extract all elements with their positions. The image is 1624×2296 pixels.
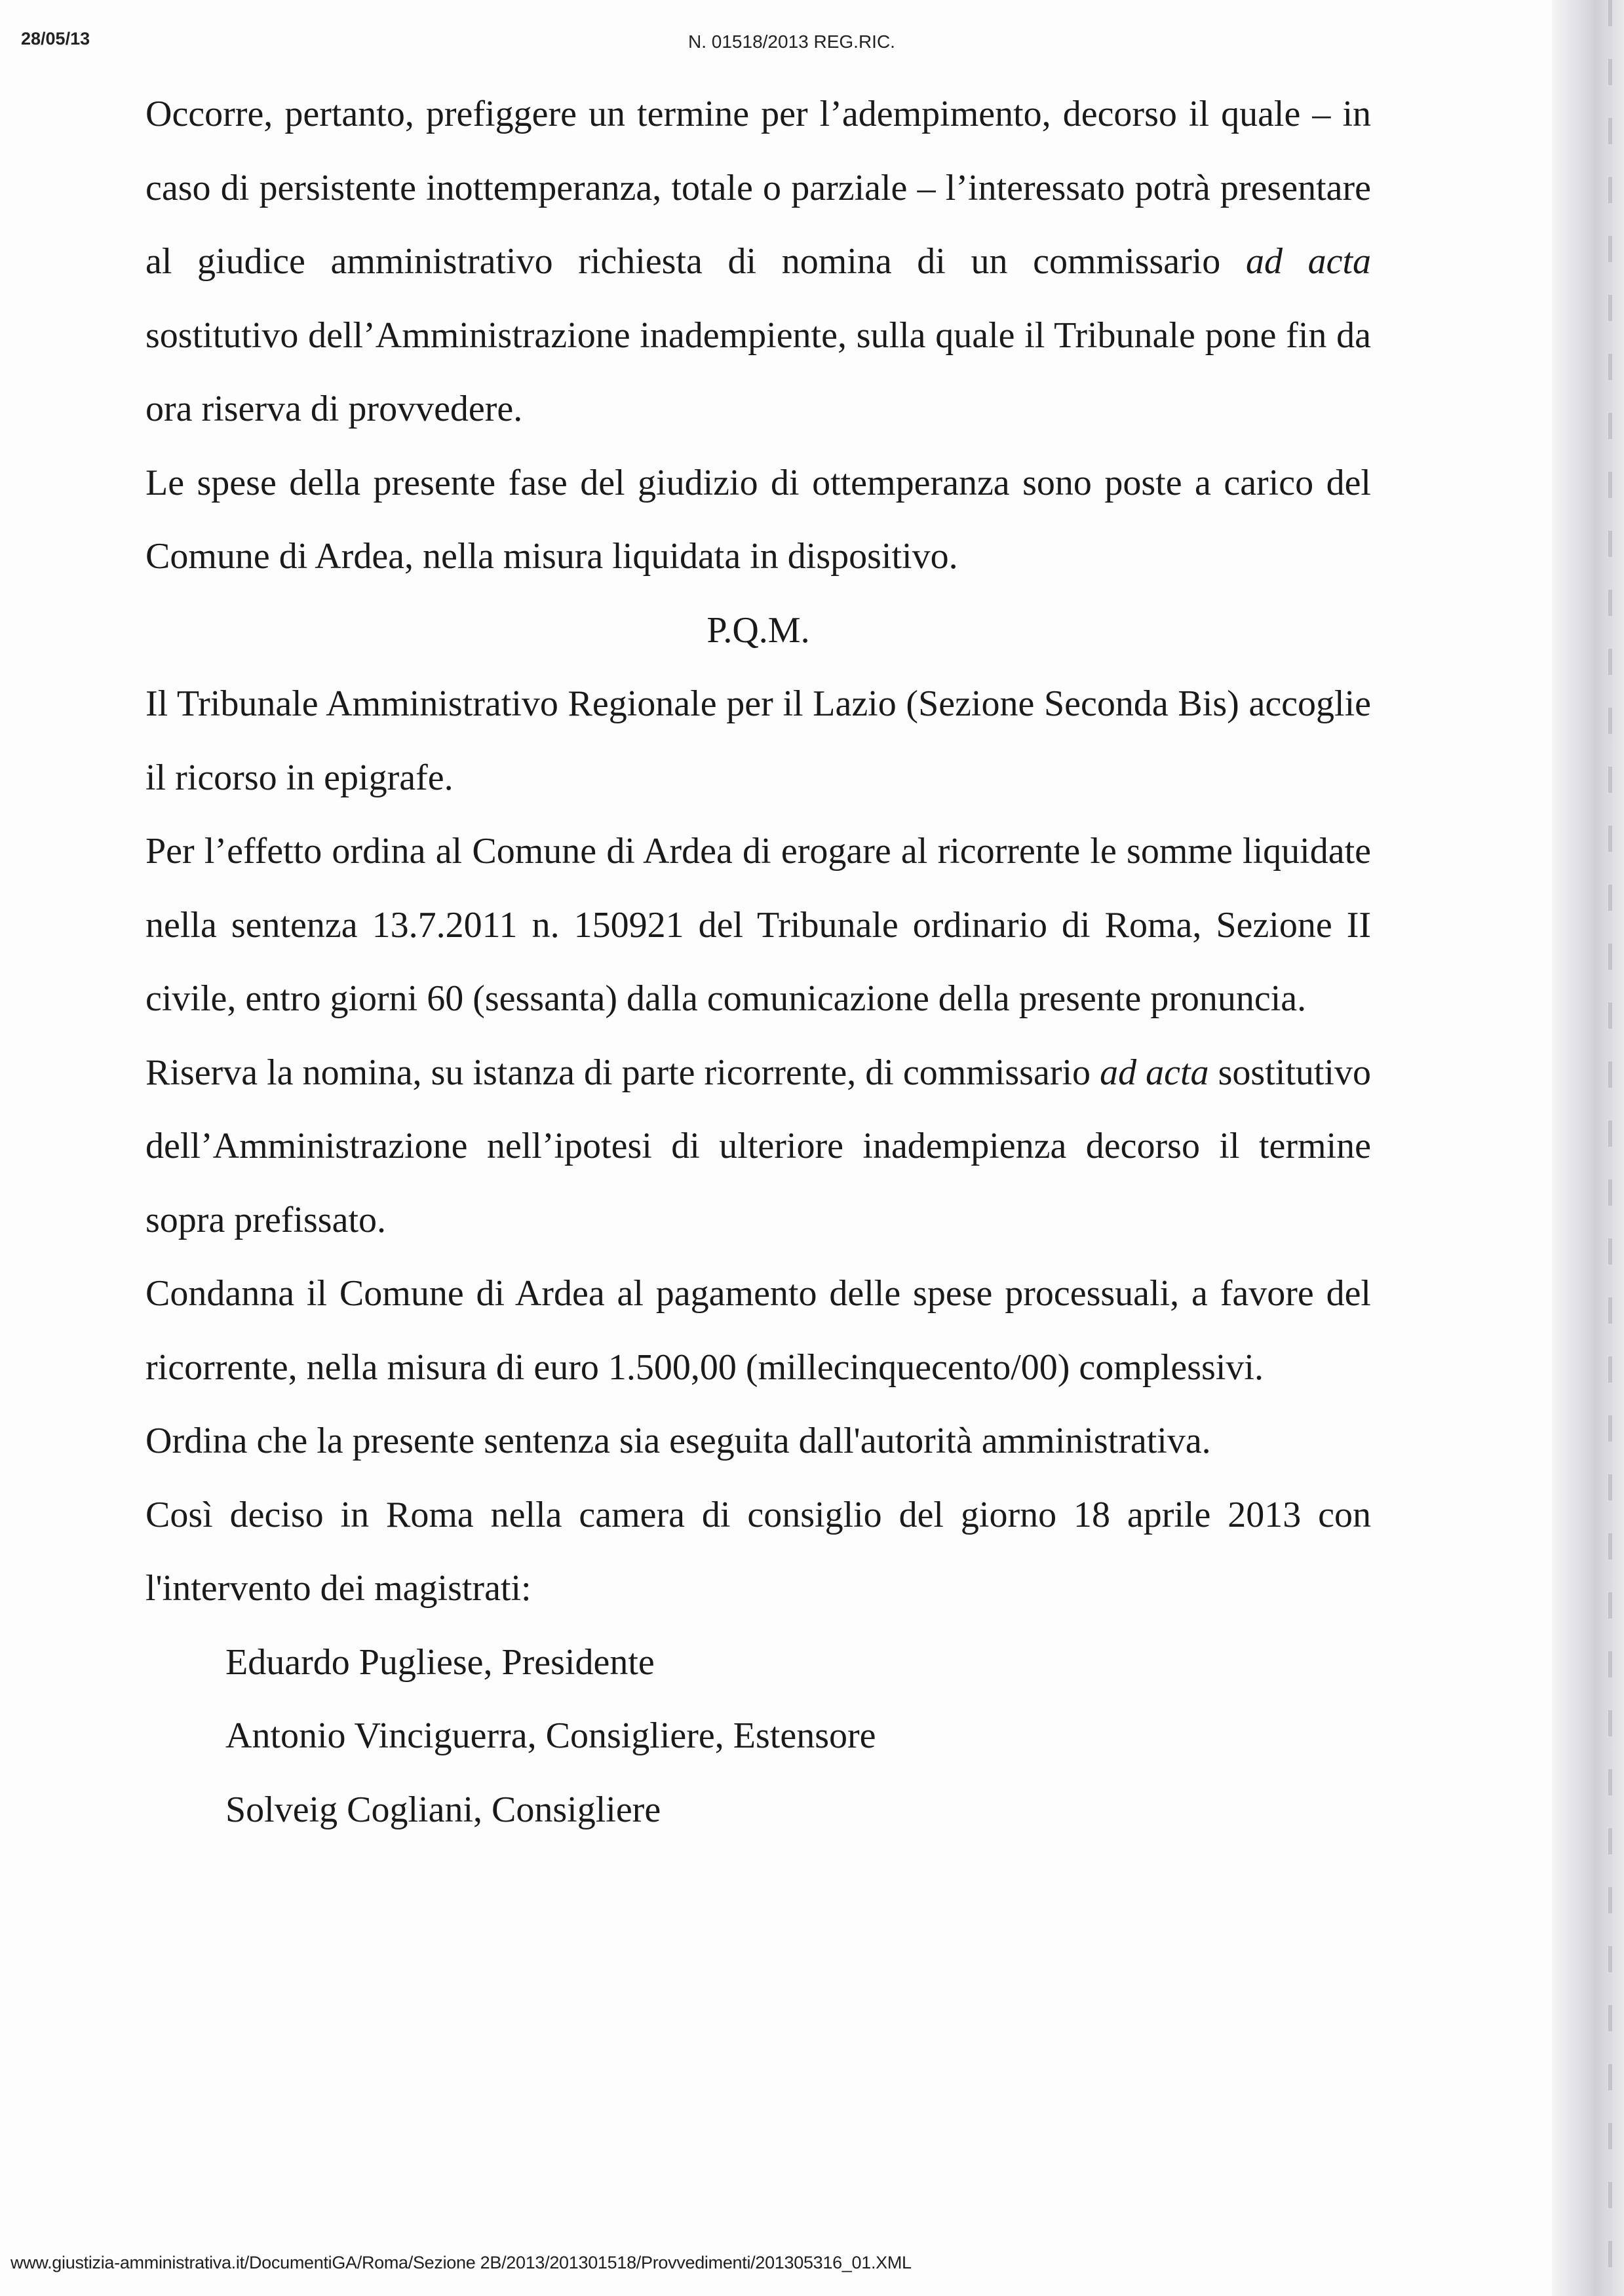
print-date: 28/05/13 <box>21 29 90 48</box>
paragraph-term: Occorre, pertanto, prefiggere un termine per l’adempimento, decorso il quale – in caso di persistente inottemperanza, totale o parziale – l’interessato potrà presentare al giudice amministrativo richiesta di nomina di un commissario ad acta sostitutivo dell’Amministrazione inadempiente, sulla quale il Tribunale pone fin da ora riserva di provvedere. <box>145 94 1371 429</box>
paragraph-acceptance: Il Tribunale Amministrativo Regionale per il Lazio (Sezione Seconda Bis) accoglie il ricorso in epigrafe. <box>145 683 1371 798</box>
latin-term: ad acta <box>1100 1052 1209 1093</box>
judge-name: Eduardo Pugliese, Presidente <box>225 1641 655 1683</box>
paragraph-condemnation: Condanna il Comune di Ardea al pagamento delle spese processuali, a favore del ricorrente, nella misura di euro 1.500,00 (millecinquecento/00) complessivi. <box>145 1273 1371 1388</box>
registry-number: N. 01518/2013 REG.RIC. <box>688 31 895 52</box>
judge-name: Antonio Vinciguerra, Consigliere, Estensore <box>225 1715 876 1756</box>
pqm-heading: P.Q.M. <box>706 609 810 651</box>
paragraph-decision: Così deciso in Roma nella camera di consiglio del giorno 18 aprile 2013 con l'intervento dei magistrati: <box>145 1494 1371 1609</box>
paragraph-costs: Le spese della presente fase del giudizio di ottemperanza sono poste a carico del Comune di Ardea, nella misura liquidata in dispositivo. <box>145 462 1371 577</box>
judge-name: Solveig Cogliani, Consigliere <box>225 1789 661 1830</box>
scanner-edge <box>1552 0 1624 2296</box>
scanner-stripe <box>1608 0 1612 2296</box>
source-url: www.giustizia-amministrativa.it/DocumentiGA/Roma/Sezione 2B/2013/201301518/Provvedimenti/201305316_01.XML <box>10 2253 912 2272</box>
judgment-body <box>145 77 1371 1846</box>
paragraph-commissioner: Riserva la nomina, su istanza di parte ricorrente, di commissario ad acta sostitutivo dell’Amministrazione nell’ipotesi di ulteriore inadempienza decorso il termine sopra prefissato. <box>145 1052 1371 1240</box>
paragraph-order-payment: Per l’effetto ordina al Comune di Ardea di erogare al ricorrente le somme liquidate nella sentenza 13.7.2011 n. 150921 del Tribunale ordinario di Roma, Sezione II civile, entro giorni 60 (sessanta) dalla comunicazione della presente pronuncia. <box>145 831 1371 1019</box>
paragraph-execution: Ordina che la presente sentenza sia eseguita dall'autorità amministrativa. <box>145 1421 1211 1461</box>
latin-term: ad acta <box>1245 241 1371 282</box>
